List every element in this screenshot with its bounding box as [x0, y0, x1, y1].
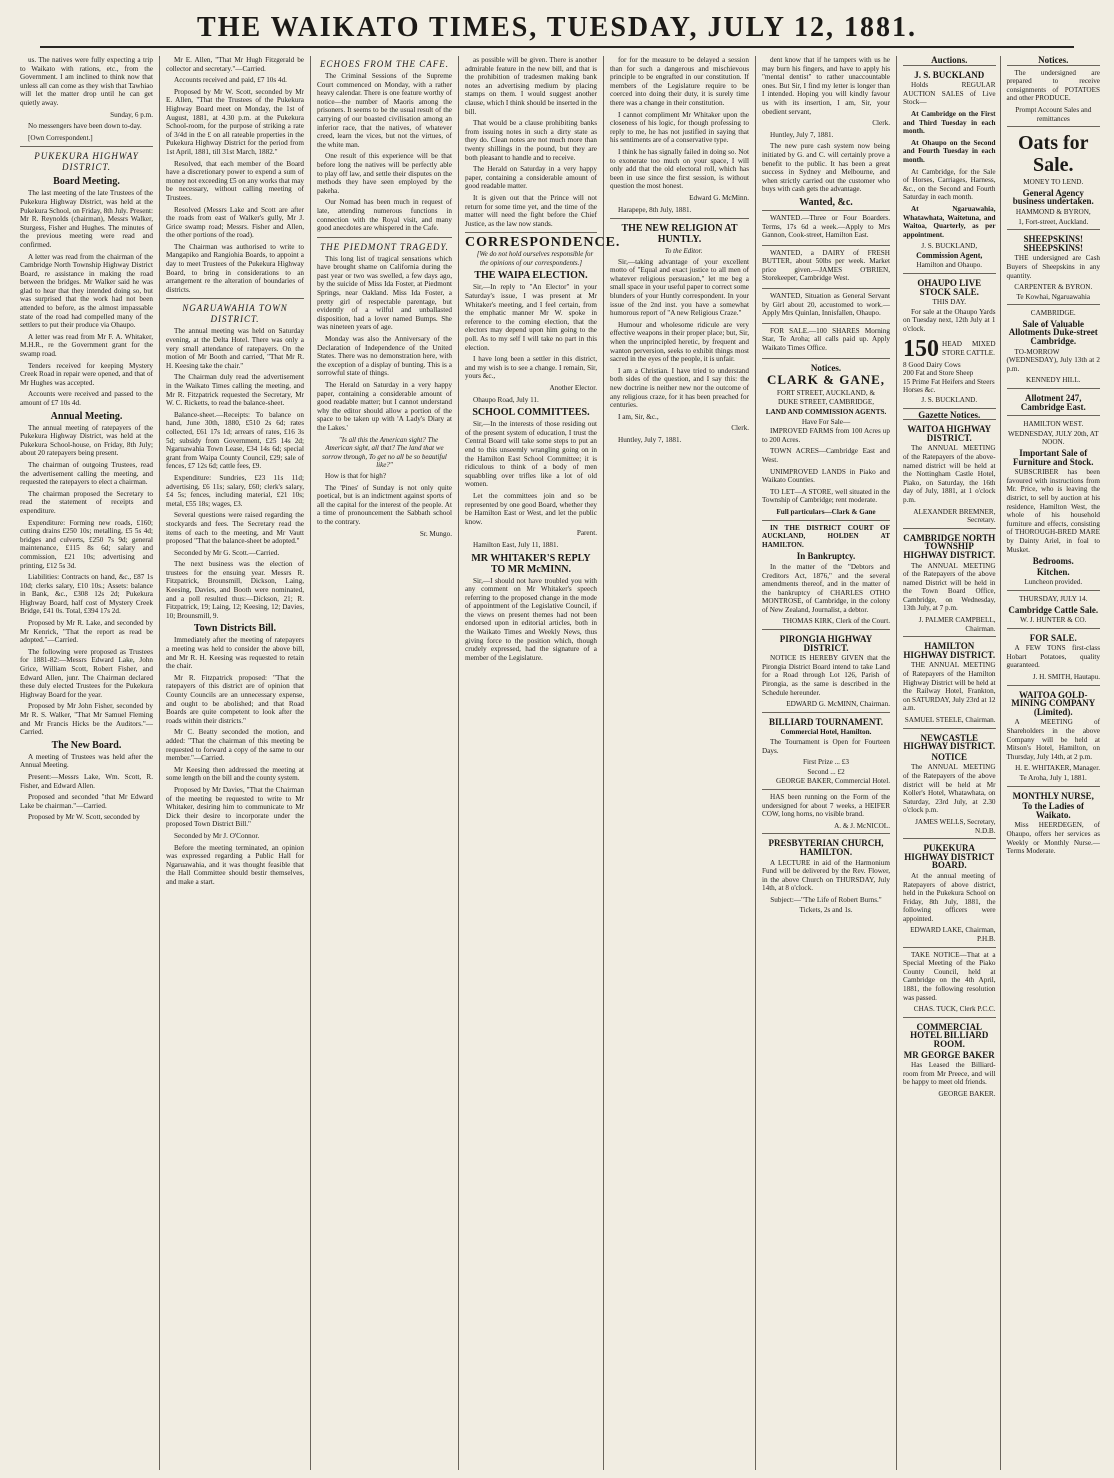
column-5: [604, 56, 756, 1470]
article-paragraph: Resolved (Messrs Lake and Scott are after the roads from east of Walker's gully, Mr J. Grice swamp road; Messrs. Fisher and Allen, the other portions of the road).: [166, 205, 304, 240]
lot-item: Horses &c.: [903, 386, 936, 395]
article-paragraph: Expenditure: Forming new roads, £160; cutting drains £250 10s; metalling, £5 5s 4d; bridges and culverts, £250 7s 9d; general maintenance, £115 8s 6d; salary and commission, £21 10s; advertising and printing, £12 5s 3d.: [20, 518, 153, 570]
columns: [14, 56, 1100, 1470]
ad-line: HAMILTON WEST.: [1023, 420, 1084, 429]
pirongia-notice: [762, 629, 890, 712]
gazette-notice: [903, 728, 996, 839]
article-paragraph: Monday was also the Anniversary of the Declaration of Independence of the United States. There was no demonstration here, with the exception of a display of bunting. This is a sorrowful state of things.: [317, 335, 452, 378]
section-heading: Notices.: [1038, 55, 1069, 65]
letter-place: Ohaupo Road, July 11.: [473, 395, 539, 404]
letter-heading: MR WHITAKER'S REPLY TO MR McMINN.: [471, 552, 591, 575]
ad-text: SUBSCRIBER has been favoured with instructions from Mr. Price, who is leaving the district, to sell by auction at his residence, Hamilton West, the whole of his household furniture and effects, consisting of THOROUGH-BRED MARE by Dainty Ariel, in foal to Musket.: [1006, 468, 1100, 554]
signature: GEORGE BAKER.: [938, 1089, 996, 1098]
ad-heading: MR GEORGE BAKER: [903, 1049, 995, 1060]
ad-text: At Cambridge, for the Sale of Horses, Carriages, Harness, &c., on the Second and Fourth Saturday in each month.: [903, 167, 996, 202]
ad-heading: MONTHLY NURSE,: [1012, 790, 1094, 801]
ad-text: FOR SALE.—100 SHARES Morning Star, Te Aroha; all calls paid up. Apply Waikato Times Office.: [762, 326, 890, 353]
ad-heading: PUKEKURA HIGHWAY DISTRICT BOARD.: [904, 843, 995, 871]
ad-heading: In Bankruptcy.: [796, 551, 856, 562]
signature: CARPENTER & BYRON.: [1014, 283, 1093, 292]
letter-text: Let the committees join and so be represented by one good Board, whether they be Hamilton East or West, and let the public know.: [465, 491, 597, 526]
ad-text: At the annual meeting of Ratepayers of above district, held in the Pukekura School on Friday, 8th July, 1881, the following officers were appointed.: [903, 871, 996, 923]
ad-heading: Allotment 247, Cambridge East.: [1020, 393, 1086, 412]
article-subheading: Town Districts Bill.: [193, 623, 277, 635]
article-paragraph: Resolved, that each member of the Board have a discretionary power to expend a sum of money not exceeding £5 on any works that may be necessary, without calling meeting of Trustees.: [166, 159, 304, 202]
article-paragraph: The annual meeting of ratepayers of the Pukekura Highway District, was held at the Pukekura School-house, on Friday, 8th July; about 20 ratepayers being present.: [20, 423, 153, 458]
ad-heading: Important Sale of Furniture and Stock.: [1012, 448, 1094, 467]
article-paragraph: as possible will be given. There is another admirable feature in the new bill, and that is the prohibition of tradesmen making bank notes an advertising medium by placing stamps on them. I would suggest another clause, which I think should be inserted in the bill.: [465, 56, 597, 116]
letter-text: Sir,—taking advantage of your excellent motto of "Equal and exact justice to all men of whatever religious persuasion," let me beg a small space in your useful paper to correct some blunders of your Huntly correspondent. In your issue of the 2nd inst. you have a somewhat humorous report of "A new Religious Craze.": [610, 257, 749, 318]
article-paragraph: The Herald on Saturday in a very happy paper, containing a considerable amount of good readable matter; but I cannot understand why the editor should allow a portion of the space to be taken up with 'A Lady's Diary at the Lakes.': [317, 381, 452, 432]
signature: GEORGE BAKER, Commercial Hotel.: [776, 777, 890, 786]
ad-text: At Ohaupo on the Second and Fourth Tuesday in each month.: [903, 138, 996, 164]
article-paragraph: The last meeting of the late Trustees of the Pukekura Highway District, was held at the Pukekura School, on Friday, 8th July. Present: Mr R. Reynolds (chairman), Messrs Walker, Sturgess, Fisher and Hughes. The minutes of the previous meeting were read and confirmed.: [20, 189, 153, 249]
clark-gane-heading: CLARK & GANE,: [766, 372, 886, 388]
ad-line: Prompt Account Sales and remittances: [1015, 105, 1092, 123]
article-text: No messengers have been down to-day.: [28, 122, 142, 131]
article-paragraph: Mr R. Fitzpatrick proposed: "That the ratepayers of this district are of opinion that County Councils are an unnecessary expense, and ought to be abolished; and that Road Boards are quite competent to look after the roads within their districts.": [166, 673, 304, 725]
signature: ALEXANDER BREMNER, Secretary.: [913, 507, 996, 525]
signature: EDWARD LAKE, Chairman, P.H.B.: [910, 926, 996, 944]
column-3: [311, 56, 459, 1470]
article-paragraph: It is given out that the Prince will not return for some time yet, and the time of the matter will need the fight before the Chief Justice, as the law now stands.: [465, 193, 597, 228]
ad-line: Te Aroha, July 1, 1881.: [1019, 774, 1087, 782]
column-4: [459, 56, 621, 1470]
letter-place: Huntley, July 7, 1881.: [618, 435, 682, 444]
ad-text: THE undersigned are Cash Buyers of Sheepskins in any quantity.: [1006, 254, 1100, 280]
ad-line: MONEY TO LEND.: [1023, 178, 1084, 187]
article-paragraph: Immediately after the meeting of ratepayers a meeting was held to consider the above bill, and Mr R. H. Keesing was requested to retain the chair.: [166, 636, 304, 671]
article-heading: NGARUAWAHIA TOWN DISTRICT.: [182, 303, 288, 325]
letter-text: for for the measure to be delayed a session than for such a dangerous and mischievous principle to be engrafted in our constitution. If members of the Legislature require to be coerced into doing their duty, it is surely time there was a change in their constitution.: [610, 56, 749, 107]
lot-item: 200 Fat and Store Sheep: [903, 369, 974, 378]
oats-heading: Oats for Sale.: [1017, 132, 1089, 177]
article-paragraph: Proposed by Mr John Fisher, seconded by Mr R. S. Walker, "That Mr Samuel Fleming and Mr Francis Hicks be the Auditors."—Carried.: [20, 702, 153, 737]
letter-text: Sir,—In reply to "An Elector" in your Saturday's issue, I was present at Mr Whitaker's meeting, and I feel certain, from the emphatic manner Mr W. spoke in reference to the coming election, that the electors may depend upon him going to the poll. As to my self I will take no part in this election.: [465, 283, 597, 352]
article-subheading: Annual Meeting.: [50, 410, 123, 422]
ad-heading: Cambridge Cattle Sale.: [1008, 604, 1099, 615]
signature: Clerk.: [731, 424, 749, 433]
divider: [465, 232, 597, 233]
ad-heading: PRESBYTERIAN CHURCH, HAMILTON.: [768, 838, 884, 857]
article-paragraph: Mr Keesing then addressed the meeting at some length on the bill and the county system.: [166, 765, 304, 783]
lot-line: [903, 337, 996, 361]
article-paragraph: Mr E. Allen, "That Mr Hugh Fitzgerald be collector and secretary."—Carried.: [166, 56, 304, 73]
signature: J. H. SMITH, Hautapu.: [1032, 673, 1100, 682]
ad-text: The Tournament is Open for Fourteen Days.: [762, 738, 890, 755]
ad-text: Holds REGULAR AUCTION SALES of Live Stock—: [903, 81, 996, 107]
article-paragraph: The chairman of outgoing Trustees, read the advertisement calling the meeting, and requested the ratepayers to elect a chairman.: [20, 460, 153, 487]
article-paragraph: Proposed by Mr R. Lake, and seconded by Mr Kenrick, "That the report as read be adopted."—Carried.: [20, 619, 153, 645]
ad-heading: BILLIARD TOURNAMENT.: [768, 716, 884, 727]
prize: Second ... £2: [807, 767, 845, 776]
ad-heading: Sale of Valuable Allotments Duke-street Cambridge.: [1008, 318, 1098, 347]
masthead-title: THE WAIKATO TIMES, TUESDAY, JULY 12, 1881.: [197, 12, 917, 43]
furniture-sale-ad: [1007, 415, 1100, 590]
ad-line: Commission Agent,: [916, 250, 983, 260]
article-paragraph: One result of this experience will be that before long the natives will be perfectly able to play off law, and settle their disputes on the methods they have seen employed by the pakeha.: [317, 152, 452, 195]
letter-place: Harapepe, 8th July, 1881.: [618, 205, 692, 214]
column-2: [160, 56, 311, 1470]
ad-text: TAKE NOTICE—That at a Special Meeting of the Piako County Council, held at Cambridge on the 4th April, 1881, the following resolution was passed.: [903, 950, 996, 1002]
ad-text: A FEW TONS first-class Hobart Potatoes, quality guaranteed.: [1006, 644, 1100, 670]
article-paragraph: A letter was read from Mr F. A. Whitaker, M.H.R., re the Government grant for the swamp road.: [20, 332, 153, 359]
article-paragraph: Proposed by Mr Davies, "That the Chairman of the meeting be requested to write to Mr Whitaker, desiring him to communicate to Mr Dick their desire to incorporate under the proposed Town District Bill.": [166, 785, 304, 829]
ad-text: TO LET—A STORE, well situated in the Township of Cambridge; rent moderate.: [762, 487, 890, 505]
auction-ad: [903, 65, 996, 273]
ad-line: WEDNESDAY, JULY 20th, AT NOON.: [1007, 429, 1099, 447]
stray-ad: [762, 789, 890, 833]
signature: H. E. WHITAKER, Manager.: [1015, 764, 1100, 773]
nurse-ad: [1007, 786, 1100, 861]
ad-text: For sale at the Ohaupo Yards on Tuesday next, 12th July at 1 o'clock.: [903, 307, 996, 334]
ad-heading: HAMILTON HIGHWAY DISTRICT.: [903, 641, 996, 660]
ad-text: WANTED.—Three or Four Boarders. Terms, 17s 6d a week.—Apply to Mrs Gannon, Cook-street, Hamilton East.: [762, 213, 890, 240]
letter-place: Huntley, July 7, 1881.: [770, 130, 834, 139]
ad-text: In the matter of the "Debtors and Creditors Act, 1876," and the several amendments thereof, and in the matter of the bankruptcy of CHARLES OTHO MONTROSE, of Cambridge, in the colony of New Zealand, Journalist, a debtor.: [762, 562, 890, 614]
signature: Edward G. McMinn.: [689, 193, 749, 202]
signature: Clerk.: [872, 119, 890, 128]
article-paragraph: This long list of tragical sensations which have brought shame on California during the past year or two was swelled, a few days ago, by the suicide of Miss Ida Foster, at Piedmont Springs, near Oakland. Miss Ida Foster, a pretty girl of respectable parentage, but evidently of a wilful and unballasted disposition, had a lover named Bumps. She was nineteen years of age.: [317, 254, 452, 332]
article-paragraph: The following were proposed as Trustees for 1881-82:—Messrs Edward Lake, John Grice, William Scott, Robert Fisher, and Edward Allen, junr. The Chairman declared these duly elected Trustees for the Pukekura Highway Board for the year.: [20, 647, 153, 699]
article-paragraph: Liabilities: Contracts on hand, &c., £87 1s 10d; clerks salary, £10 10s.; Assets: balance in Bank, &c., £308 12s 2d; Pukekura Highway Board, half cost of Mystery Creek Bridge, £41 0s. Total, £394 17s 2d.: [20, 573, 153, 616]
letter-text: I am a Christian. I have tried to understand both sides of the question, and I say this: the new doctrine is neither new nor the outcome of any religious craze, for it has been preached for centuries.: [610, 366, 749, 410]
ad-text: NOTICE IS HEREBY GIVEN that the Pirongia District Board intend to take Land for a Road through Lot 126, Parish of Pirongia, as the same is described in the Schedule hereunder.: [762, 654, 890, 697]
lot-number: 150: [903, 335, 939, 362]
ad-subheading: To the Ladies of Waikato.: [1022, 801, 1084, 820]
divider: [20, 146, 153, 147]
signature: J. S. BUCKLAND.: [921, 396, 978, 404]
article-paragraph: Tenders received for keeping Mystery Creek Road in repair were opened, and that of Mr Hughes was accepted.: [20, 361, 153, 387]
ad-line: LAND AND COMMISSION AGENTS.: [765, 408, 887, 416]
article-paragraph: Proposed by Mr W. Scott, seconded by: [28, 813, 140, 822]
section-heading: Notices.: [810, 362, 842, 373]
ad-text: A MEETING of Shareholders in the above Company will be held at Mitson's Hotel, Hamilton, on Thursday, July 14th, at 2 p.m.: [1006, 718, 1100, 761]
signature: J. PALMER CAMPBELL, Chairman.: [918, 616, 996, 633]
article-text: us. The natives were fully expecting a trip to Waikato with rations, etc., from the Government. I am inclined to think now that unless all can come as they wish that Tawhiao will let the matter drop until he can get quietly away.: [20, 56, 153, 107]
ad-text: Has Leased the Billiard-room from Mr Preece, and will be happy to meet old friends.: [903, 1061, 996, 1087]
article-paragraph: How is that for high?: [325, 471, 387, 480]
classified-ad: [762, 323, 890, 358]
signature: Another Elector.: [549, 384, 597, 392]
article-paragraph: Proposed by Mr W. Scott, seconded by Mr E. Allen, "That the Trustees of the Pukekura Highway Board meet on Monday, the 1st of August, 1881, at 4.30 p.m. at the Pukekura School-room, for the purpose of striking a rate of 3/4d in the £ on all rateable properties in the Pukekura Highway District for the period from 1st April, 1881, till 31st March, 1882.": [166, 87, 304, 156]
ad-text: At Cambridge on the First and Third Tuesday in each month.: [903, 109, 996, 136]
ad-text: TO-MORROW (WEDNESDAY), July 13th at 2 p.m.: [1006, 347, 1100, 373]
article-heading: ECHOES FROM THE CAFE.: [320, 59, 449, 69]
article-paragraph: Expenditure: Sundries, £23 11s 11d; advertising, £6 11s; salary, £60; clerk's salary, £4 5s; fences, including material, £21 10s; metal, £55 18s; wages, £3.: [166, 473, 304, 508]
church-ad: [762, 833, 890, 917]
signature: HAMMOND & BYRON,: [1015, 207, 1091, 216]
classified-ad: [762, 245, 890, 288]
letter-heading: THE WAIPA ELECTION.: [474, 270, 588, 282]
gazette-notice: [903, 947, 996, 1017]
produce-ad: [1007, 65, 1100, 127]
letter-text: I am, Sir, &c.,: [618, 412, 659, 421]
signature: W. J. HUNTER & CO.: [1020, 616, 1087, 625]
letter-text: I think he has signally failed in doing so. Not to exonerate too much on your space, I will only add that the old electoral roll, which has been in use since the first session, is without question the most honest.: [610, 147, 749, 191]
mining-company-ad: [1007, 685, 1100, 786]
divider: [610, 218, 749, 219]
byline: [Own Correspondent.]: [28, 133, 93, 142]
ad-text: HAS been running on the Form of the undersigned for about 7 weeks, a HEIFER COW, long horns, no visible brand.: [762, 792, 890, 819]
section-heading: CORRESPONDENCE.: [465, 235, 621, 251]
signature: EDWARD G. McMINN, Chairman.: [786, 700, 890, 709]
letter-heading: THE NEW RELIGION AT HUNTLY.: [621, 223, 738, 246]
article-heading: THE PIEDMONT TRAGEDY.: [320, 241, 449, 252]
article-paragraph: The next business was the election of trustees for the ensuing year. Messrs R. Fitzpatrick, Brounsmill, Dickson, Laing, Keesing, Davies, and Booth were nominated, and a poll resulted thus:—Dickson, 21; R. Fitzpatrick, 19; Laing, 12; Keesing, 12; Davies, 10; Brounsmill, 9.: [166, 560, 304, 620]
notices-column: [1007, 56, 1100, 1470]
article-paragraph: A meeting of Trustees was held after the Annual Meeting.: [20, 752, 153, 770]
ad-text: WANTED, a DAIRY of FRESH BUTTER, about 50lbs per week. Market price given.—JAMES O'BRIEN, Storekeeper, Cambridge West.: [762, 248, 890, 283]
gazette-notice: [903, 838, 996, 947]
article-paragraph: Accounts were received and passed to the amount of £7 10s 4d.: [20, 390, 153, 407]
ad-line: FORT STREET, AUCKLAND, &: [776, 388, 876, 397]
lot-item: 15 Prime Fat Heifers and Steers: [903, 377, 995, 386]
ad-text: THE ANNUAL MEETING of Ratepayers of the Hamilton Highway District will be held at the Railway Hotel, Frankton, on SATURDAY, July 23rd at 12 a.m.: [903, 661, 996, 713]
letter-place: Hamilton East, July 11, 1881.: [473, 540, 559, 549]
article-paragraph: Present:—Messrs Lake, Wm. Scott, R. Fisher, and Edward Allen.: [20, 772, 153, 790]
ad-text: At Ngaruawahia, Whatawhata, Waitetuna, and Waitoa, Quarterly, as per appointment.: [903, 204, 996, 239]
ad-heading: NOTICE: [931, 751, 968, 762]
column-6: [756, 56, 897, 1470]
ad-heading: General Agency business undertaken.: [1012, 187, 1094, 207]
ad-heading: WAITOA HIGHWAY DISTRICT.: [907, 424, 992, 443]
ad-text: TOWN ACRES—Cambridge East and West.: [762, 447, 890, 464]
ad-text: The ANNUAL MEETING of the Ratepayers of the above district will be held at Mr Koller's Hotel, Whatawhata, on Saturday, 23rd July, at 2.30 o'clock p.m.: [903, 763, 996, 815]
sheepskin-ad: [1007, 229, 1100, 304]
article-subheading: Board Meeting.: [53, 176, 120, 188]
ad-line: Have For Sale—: [801, 417, 851, 426]
ad-text: WANTED, Situation as General Servant by Girl about 20, accustomed to work.—Apply Mrs Quinlan, Innisfallen, Ohaupo.: [762, 292, 890, 318]
potato-sale-ad: [1007, 628, 1100, 685]
signature: Parent.: [576, 529, 597, 538]
prize: First Prize ... £3: [803, 758, 849, 767]
article-paragraph: The Herald on Saturday in a very happy paper, containing a considerable amount of good readable matter.: [465, 165, 597, 191]
ad-line: Hamilton and Ohaupo.: [916, 261, 983, 270]
ad-heading: CAMBRIDGE NORTH TOWNSHIP HIGHWAY DISTRICT.: [903, 532, 996, 560]
ad-text: Miss HEERDEGEN, of Ohaupo, offers her services as Weekly or Monthly Nurse.—Terms Moderate.: [1006, 821, 1100, 856]
article-heading: PUKEKURA HIGHWAY DISTRICT.: [34, 151, 139, 173]
article-subheading: The New Board.: [51, 739, 122, 751]
stock-sale-ad: [903, 273, 996, 408]
ad-line: J. S. BUCKLAND,: [921, 242, 978, 251]
article-paragraph: Accounts received and paid, £7 10s 4d.: [174, 76, 287, 85]
article-paragraph: Seconded by Mr J. O'Connor.: [174, 831, 260, 840]
gazette-notice: [903, 528, 996, 637]
gazette-notice: [903, 419, 996, 528]
signature: A. & J. McNICOL.: [834, 821, 890, 830]
cattle-sale-ad: [1007, 590, 1100, 628]
ad-heading: WAITOA GOLD-MINING COMPANY (Limited).: [1011, 689, 1096, 717]
signature: SAMUEL STEELE, Chairman.: [904, 716, 996, 724]
article-paragraph: Proposed and seconded "that Mr Edward Lake be chairman."—Carried.: [20, 793, 153, 810]
signature: Sr. Mungo.: [419, 529, 452, 538]
ad-heading: SHEEPSKINS! SHEEPSKINS!: [1023, 234, 1084, 253]
notices-ad: [762, 358, 890, 520]
ad-heading: OHAUPO LIVE STOCK SALE.: [917, 278, 982, 297]
billiard-room-ad: [903, 1017, 996, 1102]
ad-subheading: Bedrooms.: [1032, 556, 1074, 567]
ad-line: Commercial Hotel, Hamilton.: [780, 728, 872, 737]
article-paragraph: Several questions were raised regarding the stockyards and fees. The Secretary read the items of each to the meeting, and Mr Vautt proposed "That the balance-sheet be adopted.": [166, 511, 304, 546]
section-heading: Gazette Notices.: [903, 408, 996, 420]
ad-text: UNIMPROVED LANDS in Piako and Waikato Counties.: [762, 467, 890, 485]
section-heading: Auctions.: [931, 55, 968, 65]
cambridge-sale-ad: [1007, 304, 1100, 388]
court-notice: [762, 520, 890, 630]
ad-line: Full particulars—Clark & Gane: [776, 507, 876, 516]
billiard-ad: [762, 712, 890, 789]
article-paragraph: Mr C. Beatty seconded the motion, and added: "That the chairman of this meeting be requested to forward a copy of the same to our member."—Carried.: [166, 728, 304, 763]
letter-text: I have long been a settler in this district, and my wish is to see a change. I remain, Sir, yours &c.,: [465, 355, 597, 381]
letter-text: Sir,—I should not have troubled you with any comment on Mr Whitaker's speech referring to the proposed change in the mode of appointment of the Legislative Council, if the views on present themes had not been endorsed upon in editorial articles, both in the Waikato Times and Weekly News, thus giving force to the position which, though crudely expressed, had the signature of a member of the Legislature.: [465, 576, 597, 662]
article-paragraph: The chairman proposed the Secretary to read the statement of receipts and expenditure.: [20, 489, 153, 515]
ad-line: Luncheon provided.: [1024, 578, 1083, 587]
letter-text: dent know that if he tampers with us he may burn his fingers, and have to apply his "mental dentist" to rather unaccountable ones. But Sir, I find my letter is longer than I intended. Hoping you will kindly favour us with its insertion, I am, Sir, your obedient servant,: [762, 56, 890, 116]
ad-line: THURSDAY, JULY 14.: [1019, 594, 1088, 603]
masthead: [40, 6, 1074, 48]
lot-item: 8 Good Dairy Cows: [903, 360, 961, 369]
section-heading: Wanted, &c.: [799, 196, 853, 208]
ad-text: IN THE DISTRICT COURT OF AUCKLAND, HOLDEN AT HAMILTON.: [762, 523, 890, 549]
ad-heading: NEWCASTLE HIGHWAY DISTRICT.: [903, 732, 996, 752]
article-paragraph: Seconded by Mr G. Scott.—Carried.: [174, 548, 280, 557]
article-paragraph: That would be a clause prohibiting banks from issuing notes in such a dirty state as they do. Clean notes are not much more than twenty shillings in the pound, but they are both pleasant to handle and to receive.: [465, 119, 597, 162]
classified-ad: [762, 210, 890, 245]
letter-text: I cannot compliment Mr Whitaker upon the closeness of his logic, for though professing to reply to me, he has not justified in saying that his sentiments are of a conservative type.: [610, 110, 749, 145]
auctioneer-name: J. S. BUCKLAND: [914, 69, 985, 80]
article-paragraph: The Criminal Sessions of the Supreme Court commenced on Monday, with a rather heavy calendar. There is one feature worthy of notice—the number of Maoris among the prisoners. It seems to be the usual result of the carrying of our boasted civilisation among an inferior race, that the natives, of whatever creed, learn the vices, but not the virtues, of the white man.: [317, 72, 452, 149]
editor-note: [We do not hold ourselves responsible for the opinions of our correspondents.]: [476, 250, 594, 267]
article-paragraph: The Chairman duly read the advertisement in the Waikato Times calling the meeting, and Mr R. Fitzpatrick requested the Secretary, Mr W. C. Ricketts, to read the balance-sheet.: [166, 373, 304, 408]
verse: "Is all this the American sight? The American sight, all that? The land that we sorrow through, To get no all be so beautiful like?": [322, 435, 447, 470]
ad-heading: FOR SALE.: [1029, 632, 1077, 643]
allotment-ad: [1007, 388, 1100, 415]
ad-heading: PIRONGIA HIGHWAY DISTRICT.: [779, 634, 873, 653]
ad-subheading: Kitchen.: [1036, 566, 1070, 577]
article-paragraph: Before the meeting terminated, an opinion was expressed regarding a Public Hall for Ngaruawahia, and it was thought feasible that the Hall Committee should bestir themselves, and make a start.: [166, 843, 304, 886]
letter-text: Humour and wholesome ridicule are very effective weapons in their proper place; but, Sir, when the unprincipled heretic, by frequent and wanton perversion, seeks to exhibit things most sacred in the eyes of the people, it is unfair.: [610, 320, 749, 364]
divider: [166, 298, 304, 299]
dateline: Sunday, 6 p.m.: [110, 110, 153, 119]
ad-line: THIS DAY.: [932, 298, 967, 307]
auctions-column: [903, 56, 1001, 1470]
ad-line: Subject:—"The Life of Robert Burns.": [770, 895, 882, 904]
signature: THOMAS KIRK, Clerk of the Court.: [782, 617, 890, 626]
column-1: [14, 56, 160, 1470]
ad-text: The ANNUAL MEETING of the Ratepayers of the above-named district will be held at the Nottingham Castle Hotel, Piako, on Saturday, the 16th day of July, 1881, at 1 o'clock p.m.: [903, 444, 996, 504]
article-paragraph: The Chairman was authorised to write to Mangapiko and Rangiohia Boards, to appoint a day to meet Trustees of the Pukekura Highway Board, to bring in considerations to an arrangement re the alteration of boundaries of districts.: [166, 242, 304, 294]
article-paragraph: A letter was read from the chairman of the Cambridge North Township Highway District Board, re assistance in making the road between the bridges. Mr Walker said he was glad to hear that they intended doing so, but was surprised that the work had not been attended to before, as the almost impassable state of the road had compelled many of the settlers to put their produce via Ohaupo.: [20, 252, 153, 330]
oats-ad: [1007, 126, 1100, 229]
ad-line: Te Kowhai, Ngaruawahia: [1016, 292, 1091, 301]
ad-line: DUKE STREET, CAMBRIDGE,: [777, 398, 875, 407]
lot-text: HEAD MIXED STORE CATTLE.: [942, 340, 996, 357]
ad-line: CAMBRIDGE.: [1030, 309, 1076, 318]
letter-heading: SCHOOL COMMITTEES.: [472, 407, 590, 419]
signature: KENNEDY HILL.: [1026, 376, 1081, 385]
ad-text: IMPROVED FARMS from 100 Acres up to 200 Acres.: [762, 427, 890, 444]
article-paragraph: Balance-sheet.—Receipts: To balance on hand, June 30th, 1880, £510 2s 6d; rates collected, £61 17s 1d; arrears of rates, £16 3s 5d; subsidy from Government, £25 14s 2d; Ngaruawahia Town Lease, £34 14s 6d; special grant from Waipa County Council, £29; sale of fences, £7 12s 6d; cattle fees, £9.: [166, 410, 304, 471]
divider: [317, 237, 452, 238]
letter-text: Sir,—In the interests of those residing out of the present system of education, I trust the Central Board will take some steps to put an end to this unseemly wrangling going on in the Hamilton East School Committee; it is ridiculous to think of a body of men squabbling over trifles like a lot of old women.: [465, 420, 597, 489]
article-paragraph: The annual meeting was held on Saturday evening, at the Delta Hotel. There was only a very small attendance of ratepayers. On the motion of Mr Booth and carried, "That Mr R. H. Keesing take the chair.": [166, 327, 304, 370]
letter-to: To the Editor.: [664, 247, 703, 256]
column-7: [897, 56, 1100, 1470]
ad-line: 1, Fort-street, Auckland.: [1018, 217, 1089, 226]
signature: JAMES WELLS, Secretary, N.D.B.: [915, 817, 996, 835]
ad-heading: COMMERCIAL HOTEL BILLIARD ROOM.: [910, 1021, 989, 1049]
article-paragraph: Our Nomad has been much in request of late, attending numerous functions in connection with the Royal visit, and many good anecdotes are whispered in the Cafe.: [317, 198, 452, 233]
classified-ad: [762, 288, 890, 323]
ad-text: A LECTURE in aid of the Harmonium Fund will be delivered by the Rev. Flower, in the above Church on THURSDAY, July 14th, at 8 o'clock.: [762, 858, 890, 893]
article-paragraph: The new pure cash system now being initiated by G. and C. will certainly prove a benefit to the public. It has been a great success in Sydney and Melbourne, and when strictly carried out the customer who buys with cash gets the advantage.: [762, 142, 890, 194]
ad-text: The ANNUAL MEETING of the Ratepayers of the above named District will be held in the Town Board Office, Cambridge, on Wednesday, 13th July, at 7 p.m.: [903, 561, 996, 613]
signature: CHAS. TUCK, Clerk P.C.C.: [913, 1005, 996, 1014]
article-paragraph: The 'Pines' of Sunday is not only quite poetical, but is an indictment against sports of all the capital for the interest of the people. At a time of pronouncement the Sabbath school to the contrary.: [317, 483, 452, 526]
gazette-notice: [903, 636, 996, 727]
ad-line: Tickets, 2s and 1s.: [799, 905, 853, 914]
ad-text: The undersigned are prepared to receive consignments of POTATOES and other PRODUCE.: [1006, 68, 1100, 103]
